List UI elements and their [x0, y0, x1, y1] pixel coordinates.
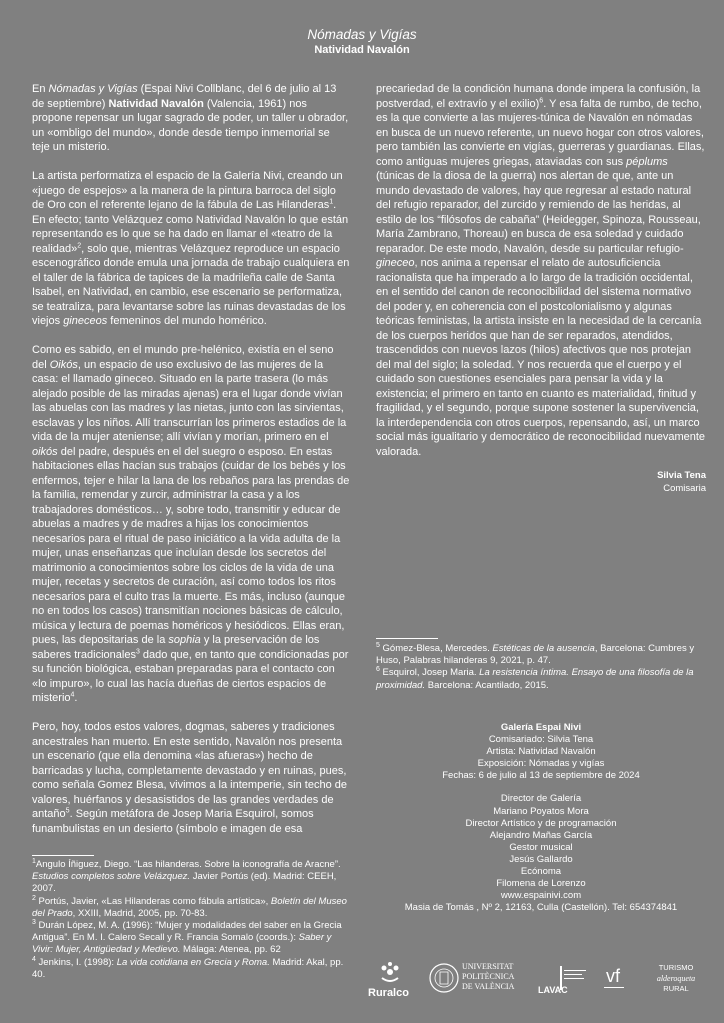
svg-text:RURAL: RURAL: [663, 984, 689, 993]
credits-address: Masia de Tomás , Nº 2, 12163, Culla (Castellón). Tel: 654374841: [404, 902, 678, 914]
credits-line: Jesús Gallardo: [509, 853, 573, 865]
credits-line: Comisariado: Silvia Tena: [488, 734, 594, 746]
sponsor-logos: [360, 960, 724, 1020]
signature-name: Silvia Tena: [657, 469, 706, 481]
signature-block: [376, 469, 706, 495]
footnote-5: $^5$ Gómez-Blesa, Mercedes. Estéticas de la ausencia, Barcelona: Cumbres y Huso, Palabras hilanderas 9, 2021, p. 47.: [376, 641, 695, 667]
svg-text:Ruralco: Ruralco: [368, 987, 409, 999]
essay-paragraph-4-continued: [376, 82, 706, 459]
credits-line: Director Artístico y de programación: [465, 817, 617, 829]
credits-line: Filomena de Lorenzo: [496, 878, 586, 890]
vf-logo: [604, 966, 624, 988]
essay-paragraph-1: En Nómadas y Vigías (Espai Nivi Collblanc, del 6 de julio al 13 de septiembre) Natividad Navalón (Valencia, 1961) nos propone repensar un lugar sagrado de poder, un taller u obrador, un «ombligo del mundo», donde desde tiempo inmemorial se teje un misterio.: [32, 83, 349, 153]
footnote-6: $^6$ Esquirol, Josep Maria. La resistencia íntima. Ensayo de una filosofía de la proximidad. Barcelona: Acantilado, 2015.: [376, 666, 694, 691]
essay-paragraph-4-start: Pero, hoy, todos estos valores, dogmas, saberes y tradiciones ancestrales han muerto. En este sentido, Navalón nos presenta un escenario (que ella denomina «las afueras») hecho de barricadas y lucha, completamente devastado y en ruinas, pues, como señala Gomez Blesa, vivimos a la intemperie, sin techo de valores, huérfanos y desasistidos de las grandes verdades de antaño$^5$. Según metáfora de Josep Maria Esquirol, somos funambulistas en un desierto (símbolo e imagen de esa: [32, 721, 348, 835]
footnote-divider-right: [376, 638, 438, 639]
essay-paragraph-3: Como es sabido, en el mundo pre-helénico, existía en el seno del Oikós, un espacio de uso exclusivo de las mujeres de la casa: el llamado gineceo. Situado en la parte trasera (lo más alejado posible de las miradas ajenas) era el lugar donde vivían las abuelas con las madres y las nietas, junto con las sirvientas, esclavas y los niños. Allí transcurrían los primeros estadios de la vida de la mujer ateniense; allí vivían y morían, primero en el oikós del padre, después en el del suegro o esposo. En estas habitaciones ellas hacían sus trabajos (cuidar de los bebés y los enfermos, tejer e hilar la lana de los rebaños para las prendas de la familia, remendar y zurcir, administrar la casa y a los trabajadores domésticos… y, sobre todo, transmitir y educar de abuelas a madres y de madres a hijas los conocimientos necesarios para el ritual de paso iniciático a la vida adulta de la mujer, unas enseñanzas que incluían desde los secretos del matrimonio a conocimientos sobre los ciclos de la vida de una mujer, recetas y secretos de curación, así como todos los ritos necesarios para el culto tras la muerte. Es más, incluso (aunque no en todos los casos) transmitían nociones básicas de cálculo, música y lectura de poemas homéricos y hesiódicos. Ellas eran, pues, las depositarias de la sophia y la preservación de los saberes tradicionales$^3$ dado que, en tanto que condicionadas por su función biológica, estaban preparadas para el contacto con «lo impuro», lo cual las hacía dueñas de ciertos espacios de misterio$^4$.: [32, 344, 350, 704]
footnote-divider: [32, 855, 94, 856]
credits-line: Ecónoma: [520, 866, 562, 878]
lavac-logo: [538, 966, 586, 995]
footnote-2: $^2$ Portús, Javier, «Las Hilanderas como fábula artística», Boletín del Museo del Prado, XXIII, Madrid, 2005, pp. 70-83.: [32, 894, 347, 919]
page-subtitle: Natividad Navalón: [314, 44, 410, 56]
page-title: Nómadas y Vigías: [307, 27, 417, 42]
credits-line: Alejandro Mañas García: [489, 829, 593, 841]
credits-block: [376, 722, 706, 914]
credits-line: Fechas: 6 de julio al 13 de septiembre de 2024: [442, 770, 640, 782]
credits-line: Mariano Poyatos Mora: [493, 805, 589, 817]
essay-column-right: [376, 82, 706, 495]
essay-column-left: [32, 82, 350, 851]
credits-gallery: Galería Espai Nivi: [500, 722, 582, 733]
svg-text:vf: vf: [606, 966, 621, 986]
upv-logo: [430, 962, 515, 992]
credits-line: Artista: Natividad Navalón: [486, 746, 596, 758]
svg-text:TURISMO: TURISMO: [658, 963, 694, 972]
svg-text:alderoqueta: alderoqueta: [656, 974, 696, 983]
signature-role: Comisaria: [663, 482, 706, 494]
credits-line: Exposición: Nómadas y vigías: [477, 758, 605, 770]
turismo-logo: [657, 963, 695, 993]
essay-paragraph-2: La artista performatiza el espacio de la Galería Nivi, creando un «juego de espejos» a la manera de la pintura barroca del siglo de Oro con el referente lejano de la fábula de Las Hilanderas$^1$. En efecto; tanto Velázquez como Natividad Navalón lo que están representando es lo que se ha dado en llamar el «teatro de la realidad»$^2$, solo que, mientras Velázquez reproduce un espacio escenográfico donde emula una jornada de trabajo cualquiera en el taller de la fábrica de tapices de la madrileña calle de Santa Isabel, en Natividad, en cambio, ese escenario se performatiza, se teatraliza, para levantarse sobre las ruinas devastadas de los viejos gineceos femeninos del mundo homérico.: [32, 170, 350, 327]
credits-line: Director de Galería: [500, 793, 582, 805]
footnote-4: $^4$ Jenkins, I. (1998): La vida cotidiana en Grecia y Roma. Madrid: Akal, pp. 40.: [32, 955, 344, 980]
essay-paragraph-4-continued-text: precariedad de la condición humana donde impera la confusión, la postverdad, el extravío y el exilio)$^6$. Y esa falta de rumbo, de techo, es la que convierte a las mujeres-túnica de Navalón en nómadas en busca de un nuevo referente, un nuevo hogar con otros valores, pero también las convierte en vigías, guerreras y guardianas. Ellas, como antiguas mujeres griegas, ataviadas con sus péplums (túnicas de la diosa de la guerra) nos alertan de que, ante un mundo devastado de valores, hay que regresar al estado natural del refugio reparador, del zurcido y remiendo de las heridas, al estilo de los “filósofos de cabaña” (Heidegger, Spinoza, Rousseau, María Zambrano, Thoreau) en busca de esa soledad y cuidado reparador. De este modo, Navalón, desde su particular refugio-gineceo, nos anima a repensar el relato de autosuficiencia racionalista que ha imperado a lo largo de la tradición occidental, en el sentido del canon de reconocibilidad del sistema normativo del poder y, en coherencia con el postcolonialismo y algunas teóricas feministas, la artista insiste en la necesidad de la cercanía de los cuerpos heridos que han de ser reparados, atendidos, trascendidos con nuevos lazos (hilos) afectivos que nos protejan del mal del siglo; la soledad. Y nos recuerda que el cuerpo y el cuidado son cuestiones esenciales para pensar la vida y la existencia; el primero en tanto en cuanto es materialidad, finitud y fragilidad, y el segundo, porque supone sostener la supervivencia, la interdependencia con otros cuerpos, repensando, así, un marco social más igualitario y democrático de reconocibilidad nuevamente valorada.: [376, 83, 706, 458]
svg-text:DE VALÈNCIA: DE VALÈNCIA: [462, 982, 515, 991]
footnotes-right: [376, 643, 706, 692]
footnotes-left: [32, 859, 348, 981]
ruralco-logo: [368, 962, 409, 999]
credits-line: Gestor musical: [509, 841, 573, 853]
svg-text:UNIVERSITAT: UNIVERSITAT: [462, 962, 514, 971]
credits-website[interactable]: www.espainivi.com: [500, 890, 582, 902]
svg-text:POLITÈCNICA: POLITÈCNICA: [462, 972, 515, 981]
footnote-3: $^3$ Durán López, M. A. (1996): “Mujer y modalidades del saber en la Grecia Antigua”. En M. I. Calero Secall y R. Francia Somalo (coords.): Saber y Vivir: Mujer, Antigüedad y Medievo. Málaga: Atenea, pp. 62: [32, 918, 342, 956]
svg-text:LAVAC: LAVAC: [538, 985, 568, 995]
footnote-1: $^1$Angulo Íñiguez, Diego. “Las hilanderas. Sobre la iconografía de Aracne”. Estudios completos sobre Velázquez. Javier Portús (ed). Madrid: CEEH, 2007.: [32, 857, 341, 895]
